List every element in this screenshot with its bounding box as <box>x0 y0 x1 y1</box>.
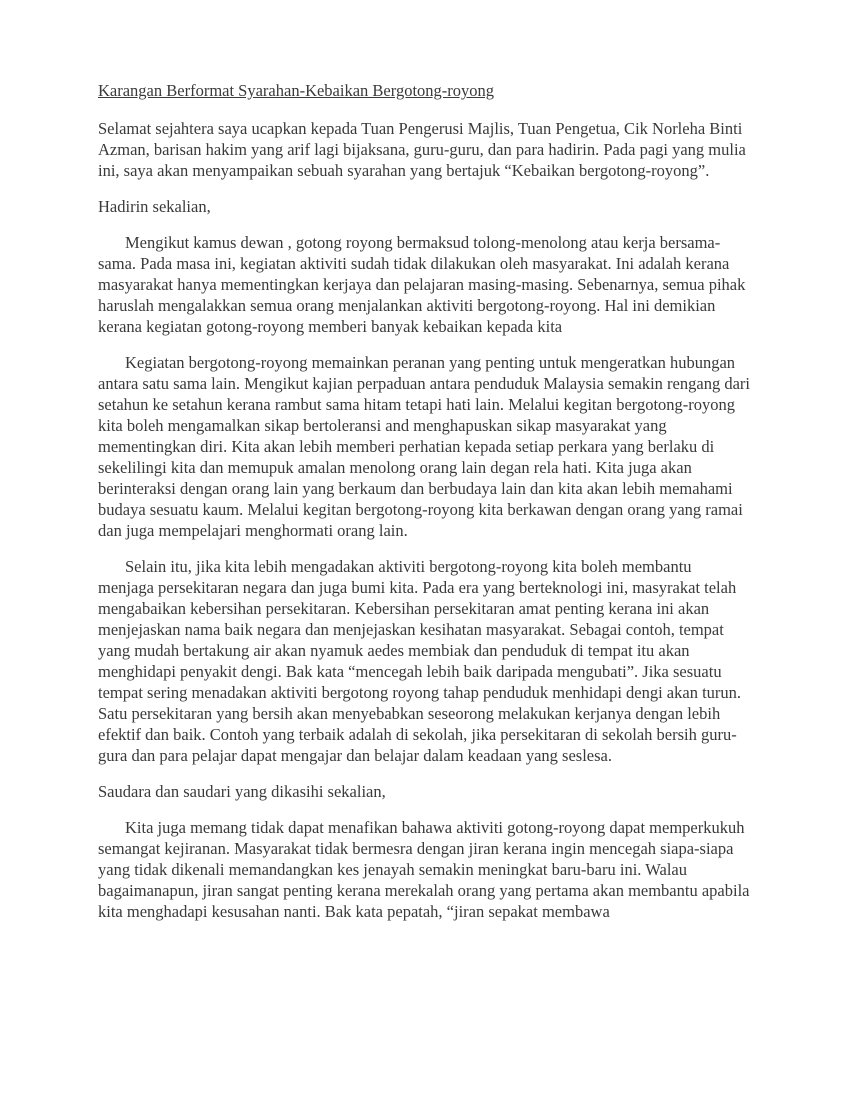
paragraph-1: Selamat sejahtera saya ucapkan kepada Tuan Pengerusi Majlis, Tuan Pengetua, Cik Norleha Binti Azman, barisan hakim yang arif lagi bijaksana, guru-guru, dan para hadirin. Pada pagi yang mulia ini, saya akan menyampaikan sebuah syarahan yang bertajuk “Kebaikan bergotong-royong”. <box>98 119 746 180</box>
paragraph-6: Saudara dan saudari yang dikasihi sekalian, <box>98 782 386 801</box>
document-body <box>98 118 751 922</box>
paragraph-3: Mengikut kamus dewan , gotong royong bermaksud tolong-menolong atau kerja bersama-sama. Pada masa ini, kegiatan aktiviti sudah tidak dilakukan oleh masyarakat. Ini adalah kerana masyarakat hanya mementingkan kerjaya dan pelajaran masing-masing. Sebenarnya, semua pihak haruslah mengalakkan semua orang menjalankan aktiviti bergotong-royong. Hal ini demikian kerana kegiatan gotong-royong memberi banyak kebaikan kepada kita <box>98 233 746 336</box>
paragraph-4: Kegiatan bergotong-royong memainkan peranan yang penting untuk mengeratkan hubungan antara satu sama lain. Mengikut kajian perpaduan antara penduduk Malaysia semakin rengang dari setahun ke setahun kerana rambut sama hitam tetapi hati lain. Melalui kegitan bergotong-royong kita boleh mengamalkan sikap bertoleransi and menghapuskan sikap masyarakat yang mementingkan diri. Kita akan lebih memberi perhatian kepada setiap perkara yang berlaku di sekelilingi kita dan memupuk amalan menolong orang lain degan rela hati. Kita juga akan berinteraksi dengan orang lain yang berkaum dan berbudaya lain dan kita akan lebih memahami budaya sesuatu kaum. Melalui kegitan bergotong-royong kita berkawan dengan orang yang ramai dan juga mempelajari menghormati orang lain. <box>98 353 750 540</box>
document-title: Karangan Berformat Syarahan-Kebaikan Bergotong-royong <box>98 81 495 100</box>
paragraph-7: Kita juga memang tidak dapat menafikan bahawa aktiviti gotong-royong dapat memperkukuh semangat kejiranan. Masyarakat tidak bermesra dengan jiran kerana ingin mencegah siapa-siapa yang tidak dikenali memandangkan kes jenayah semakin meningkat baru-baru ini. Walau bagaimanapun, jiran sangat penting kerana merekalah orang yang pertama akan membantu apabila kita menghadapi kesusahan nanti. Bak kata pepatah, “jiran sepakat membawa <box>98 818 750 921</box>
paragraph-2: Hadirin sekalian, <box>98 197 211 216</box>
paragraph-5: Selain itu, jika kita lebih mengadakan aktiviti bergotong-royong kita boleh membantu menjaga persekitaran negara dan juga bumi kita. Pada era yang berteknologi ini, masyrakat telah mengabaikan kebersihan persekitaran. Kebersihan persekitaran amat penting kerana ini akan menjejaskan nama baik negara dan menjejaskan kesihatan masyarakat. Sebagai contoh, tempat yang mudah bertakung air akan nyamuk aedes membiak dan penduduk di tempat itu akan menghidapi penyakit dengi. Bak kata “mencegah lebih baik daripada mengubati”. Jika sesuatu tempat sering menadakan aktiviti bergotong royong tahap penduduk menhidapi dengi akan turun. Satu persekitaran yang bersih akan menyebabkan seseorong melakukan kerjanya dengan lebih efektif dan baik. Contoh yang terbaik adalah di sekolah, jika persekitaran di sekolah bersih guru-gura dan para pelajar dapat mengajar dan belajar dalam keadaan yang seslesa. <box>98 557 742 765</box>
